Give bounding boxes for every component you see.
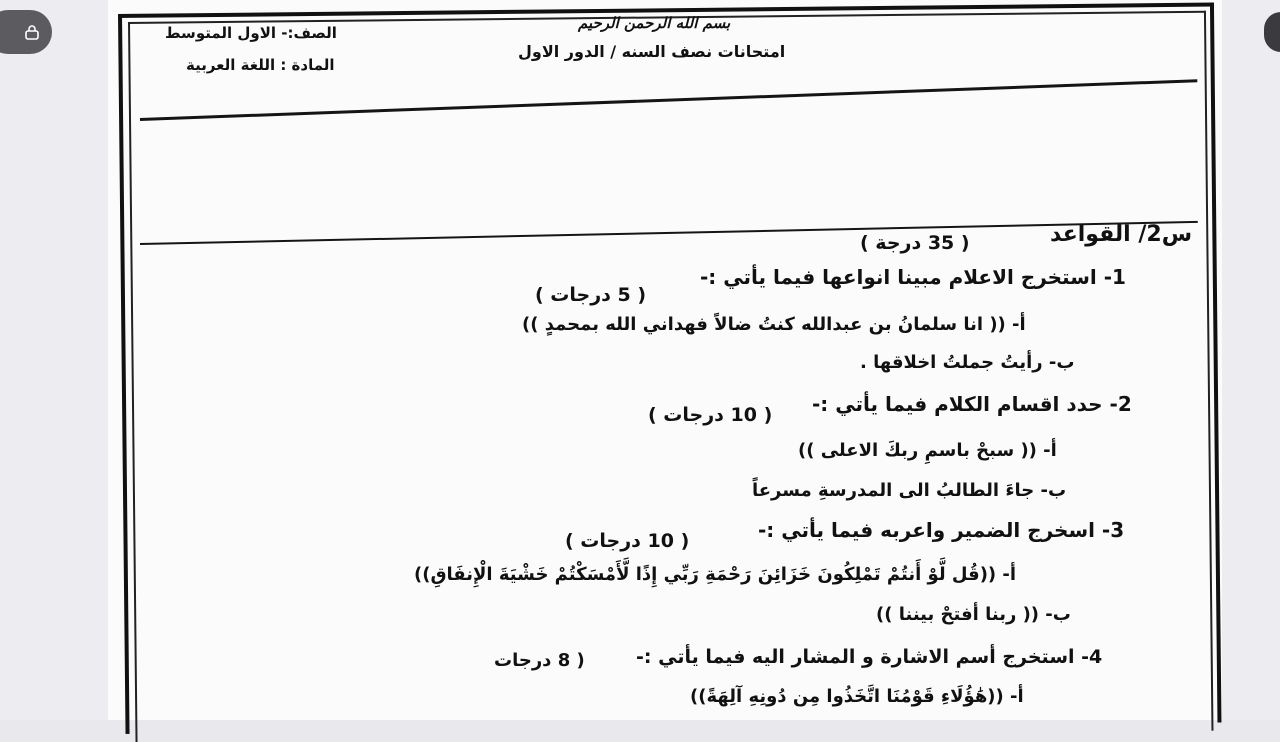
question-1-item-a: أ- (( انا سلمانُ بن عبدالله كنتُ ضالاً فهداني الله بمحمدٍ )) <box>522 314 1026 335</box>
question-1-text: 1- استخرج الاعلام مبينا انواعها فيما يأتي :- <box>700 265 1126 289</box>
subject-label: المادة : اللغة العربية <box>186 56 335 74</box>
question-2-item-b: ب- جاءَ الطالبُ الى المدرسةِ مسرعاً <box>752 480 1067 501</box>
question-2-item-a: أ- (( سبحْ باسمِ ربكَ الاعلى )) <box>798 440 1057 461</box>
lock-icon <box>24 24 40 40</box>
section-title: س2/ القواعد <box>1050 222 1193 247</box>
page-border-inner <box>128 11 1213 742</box>
question-1-item-b: ب- رأيتُ جملتُ اخلاقها . <box>860 352 1075 373</box>
lock-button[interactable] <box>0 10 52 54</box>
class-label: الصف:- الاول المتوسط <box>165 24 337 42</box>
side-toggle-button[interactable] <box>1264 12 1280 52</box>
right-margin-panel <box>1220 0 1280 720</box>
question-3-item-b: ب- (( ربنا أفتحْ بيننا )) <box>876 604 1071 625</box>
section-marks: ( 35 درجة ) <box>860 232 970 254</box>
question-3-item-a: أ- ((قُل لَّوْ أَنتُمْ تَمْلِكُونَ خَزَائِنَ رَحْمَةِ رَبِّي إِذًا لَّأَمْسَكْتُمْ خَشْيَةَ الْإِنفَاقِ)) <box>414 564 1017 585</box>
question-4-marks: ( 8 درجات <box>494 650 585 671</box>
basmala: بسم الله الرحمن الرحيم <box>578 14 731 32</box>
left-margin-panel <box>0 0 110 720</box>
question-1-marks: ( 5 درجات ) <box>535 284 647 306</box>
question-3-text: 3- اسخرج الضمير واعربه فيما يأتي :- <box>758 518 1125 542</box>
question-2-marks: ( 10 درجات ) <box>648 404 773 426</box>
question-4-text: 4- استخرج أسم الاشارة و المشار اليه فيما يأتي :- <box>636 646 1103 668</box>
question-2-text: 2- حدد اقسام الكلام فيما يأتي :- <box>812 392 1132 416</box>
question-4-item-a: أ- ((هَٰؤُلَاءِ قَوْمُنَا اتَّخَذُوا مِن دُونِهِ آلِهَةً)) <box>690 686 1024 707</box>
exam-title: امتحانات نصف السنه / الدور الاول <box>518 42 786 61</box>
question-3-marks: ( 10 درجات ) <box>565 530 690 552</box>
